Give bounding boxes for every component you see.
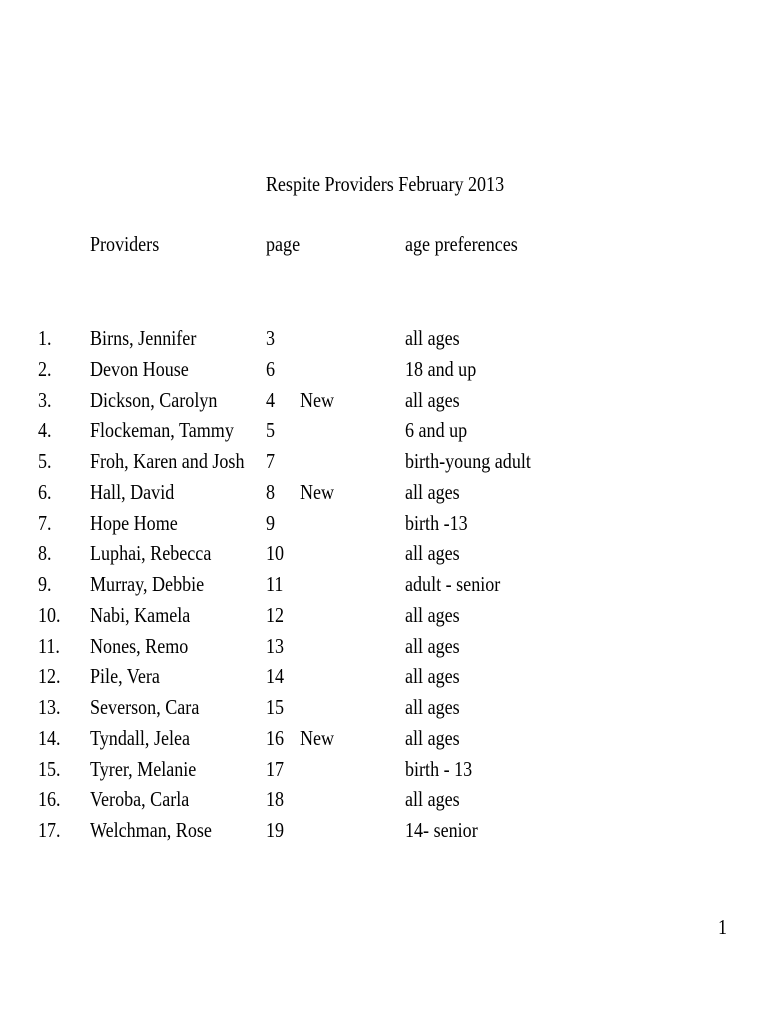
provider-number: 1. (38, 326, 52, 350)
provider-name: Welchman, Rose (90, 818, 212, 842)
provider-name: Nones, Remo (90, 634, 189, 658)
provider-number: 2. (38, 357, 52, 381)
provider-page: 12 (266, 603, 285, 627)
provider-name: Tyndall, Jelea (90, 726, 191, 750)
provider-page: 10 (266, 541, 285, 565)
provider-age-preference: all ages (405, 480, 460, 504)
provider-name: Froh, Karen and Josh (90, 449, 245, 473)
provider-number: 3. (38, 388, 52, 412)
provider-age-preference: all ages (405, 603, 460, 627)
provider-number: 17. (38, 818, 61, 842)
provider-age-preference: 18 and up (405, 357, 477, 381)
provider-page: 7 (266, 449, 276, 473)
provider-number: 8. (38, 541, 52, 565)
provider-page: 15 (266, 695, 285, 719)
providers-column-header: Providers (90, 232, 160, 256)
provider-name: Devon House (90, 357, 189, 381)
provider-name: Murray, Debbie (90, 572, 205, 596)
provider-name: Veroba, Carla (90, 787, 190, 811)
page-number: 1 (718, 915, 728, 939)
provider-page: 3 (266, 326, 276, 350)
new-badge: New (300, 388, 335, 412)
provider-age-preference: birth -13 (405, 511, 468, 535)
provider-name: Pile, Vera (90, 664, 160, 688)
provider-page: 5 (266, 418, 276, 442)
document-title: Respite Providers February 2013 (265, 172, 505, 196)
provider-number: 6. (38, 480, 52, 504)
provider-page: 14 (266, 664, 285, 688)
provider-age-preference: 6 and up (405, 418, 468, 442)
provider-page: 13 (266, 634, 285, 658)
provider-number: 13. (38, 695, 61, 719)
provider-page: 19 (266, 818, 285, 842)
provider-age-preference: all ages (405, 695, 460, 719)
provider-page: 17 (266, 757, 285, 781)
provider-name: Hall, David (90, 480, 175, 504)
provider-number: 9. (38, 572, 52, 596)
provider-age-preference: all ages (405, 726, 460, 750)
provider-page: 18 (266, 787, 285, 811)
provider-age-preference: birth-young adult (405, 449, 531, 473)
provider-name: Luphai, Rebecca (90, 541, 212, 565)
new-badge: New (300, 480, 335, 504)
provider-page: 11 (266, 572, 284, 596)
provider-age-preference: all ages (405, 634, 460, 658)
provider-number: 15. (38, 757, 61, 781)
provider-page: 8 (266, 480, 276, 504)
provider-age-preference: birth - 13 (405, 757, 473, 781)
provider-number: 16. (38, 787, 61, 811)
new-badge: New (300, 726, 335, 750)
provider-age-preference: adult - senior (405, 572, 501, 596)
provider-age-preference: all ages (405, 787, 460, 811)
provider-name: Flockeman, Tammy (90, 418, 234, 442)
provider-number: 5. (38, 449, 52, 473)
provider-number: 12. (38, 664, 61, 688)
provider-page: 4 (266, 388, 276, 412)
provider-number: 11. (38, 634, 60, 658)
provider-name: Nabi, Kamela (90, 603, 191, 627)
provider-page: 9 (266, 511, 276, 535)
provider-page: 6 (266, 357, 276, 381)
provider-name: Hope Home (90, 511, 178, 535)
provider-name: Birns, Jennifer (90, 326, 197, 350)
provider-page: 16 (266, 726, 285, 750)
age-preferences-column-header: age preferences (405, 232, 518, 256)
provider-age-preference: 14- senior (405, 818, 478, 842)
provider-name: Dickson, Carolyn (90, 388, 218, 412)
page-column-header: page (266, 232, 301, 256)
provider-age-preference: all ages (405, 541, 460, 565)
provider-number: 14. (38, 726, 61, 750)
provider-name: Tyrer, Melanie (90, 757, 197, 781)
provider-age-preference: all ages (405, 388, 460, 412)
provider-number: 4. (38, 418, 52, 442)
provider-age-preference: all ages (405, 326, 460, 350)
provider-name: Severson, Cara (90, 695, 200, 719)
provider-number: 7. (38, 511, 52, 535)
provider-age-preference: all ages (405, 664, 460, 688)
provider-number: 10. (38, 603, 61, 627)
